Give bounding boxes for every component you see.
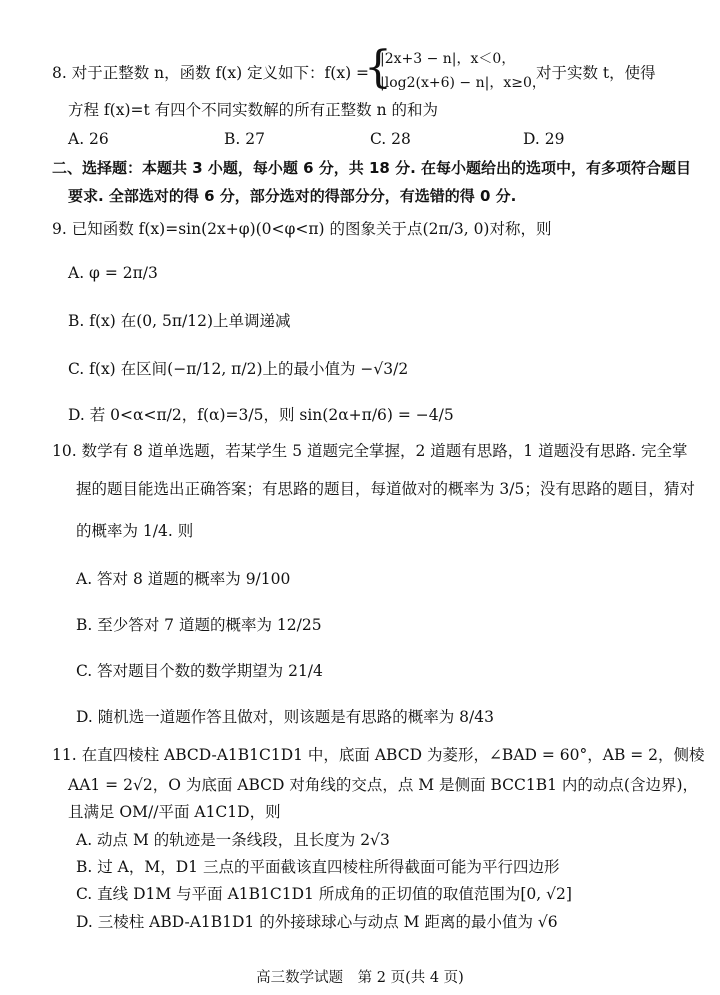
q9-option-d: D. 若 0<α<π/2，f(α)=3/5，则 sin(2α+π/6) = −4/5 xyxy=(68,406,454,424)
q11-line3: 且满足 OM//平面 A1C1D，则 xyxy=(68,803,281,821)
page-footer: 高三数学试题 第 2 页(共 4 页) xyxy=(256,970,464,986)
q11-option-c: C. 直线 D1M 与平面 A1B1C1D1 所成角的正切值的取值范围为[0, √2] xyxy=(76,885,572,903)
q11-option-d: D. 三棱柱 ABD-A1B1D1 的外接球球心与动点 M 距离的最小值为 √6 xyxy=(76,913,558,931)
section-heading-line2: 要求. 全部选对的得 6 分，部分选对的得部分分，有选错的得 0 分. xyxy=(68,187,517,205)
q10-line3: 的概率为 1/4. 则 xyxy=(76,522,194,540)
q9-option-b: B. f(x) 在(0, 5π/12)上单调递减 xyxy=(68,312,291,330)
q8-case2: |log2(x+6) − n|，x≥0， xyxy=(380,75,546,91)
q10-option-a: A. 答对 8 道题的概率为 9/100 xyxy=(76,570,291,588)
q10-option-b: B. 至少答对 7 道题的概率为 12/25 xyxy=(76,616,322,634)
q11-option-a: A. 动点 M 的轨迹是一条线段，且长度为 2√3 xyxy=(76,831,390,849)
piecewise-brace: { xyxy=(364,42,392,93)
q8-option-a: A. 26 xyxy=(68,130,109,148)
q8-line1b: 对于实数 t，使得 xyxy=(536,64,656,82)
q9-stem: 9. 已知函数 f(x)=sin(2x+φ)(0<φ<π) 的图象关于点(2π/3, 0)对称，则 xyxy=(52,220,552,238)
section-heading-line1: 二、选择题：本题共 3 小题，每小题 6 分，共 18 分. 在每小题给出的选项中，有多项符合题目 xyxy=(52,159,692,177)
q10-line2: 握的题目能选出正确答案；有思路的题目，每道做对的概率为 3/5；没有思路的题目，猜对 xyxy=(76,480,695,498)
q8-option-c: C. 28 xyxy=(370,130,411,148)
q11-line1: 11. 在直四棱柱 ABCD-A1B1C1D1 中，底面 ABCD 为菱形，∠BAD = 60°，AB = 2，侧棱 xyxy=(52,746,705,764)
q8-line1a: 8. 对于正整数 n，函数 f(x) 定义如下：f(x) = xyxy=(52,64,370,82)
q10-option-c: C. 答对题目个数的数学期望为 21/4 xyxy=(76,662,323,680)
q9-option-a: A. φ = 2π/3 xyxy=(68,264,158,282)
q10-option-d: D. 随机选一道题作答且做对，则该题是有思路的概率为 8/43 xyxy=(76,708,494,726)
q11-option-b: B. 过 A，M，D1 三点的平面截该直四棱柱所得截面可能为平行四边形 xyxy=(76,858,560,876)
q8-option-b: B. 27 xyxy=(224,130,265,148)
q9-option-c: C. f(x) 在区间(−π/12, π/2)上的最小值为 −√3/2 xyxy=(68,360,409,378)
q8-case1: |2x+3 − n|，x＜0， xyxy=(380,51,516,67)
q8-option-d: D. 29 xyxy=(523,130,565,148)
q8-line2: 方程 f(x)=t 有四个不同实数解的所有正整数 n 的和为 xyxy=(68,101,438,119)
q11-line2: AA1 = 2√2，O 为底面 ABCD 对角线的交点，点 M 是侧面 BCC1B1 内的动点(含边界)， xyxy=(68,776,699,794)
q10-line1: 10. 数学有 8 道单选题，若某学生 5 道题完全掌握，2 道题有思路，1 道题没有思路. 完全掌 xyxy=(52,442,688,460)
